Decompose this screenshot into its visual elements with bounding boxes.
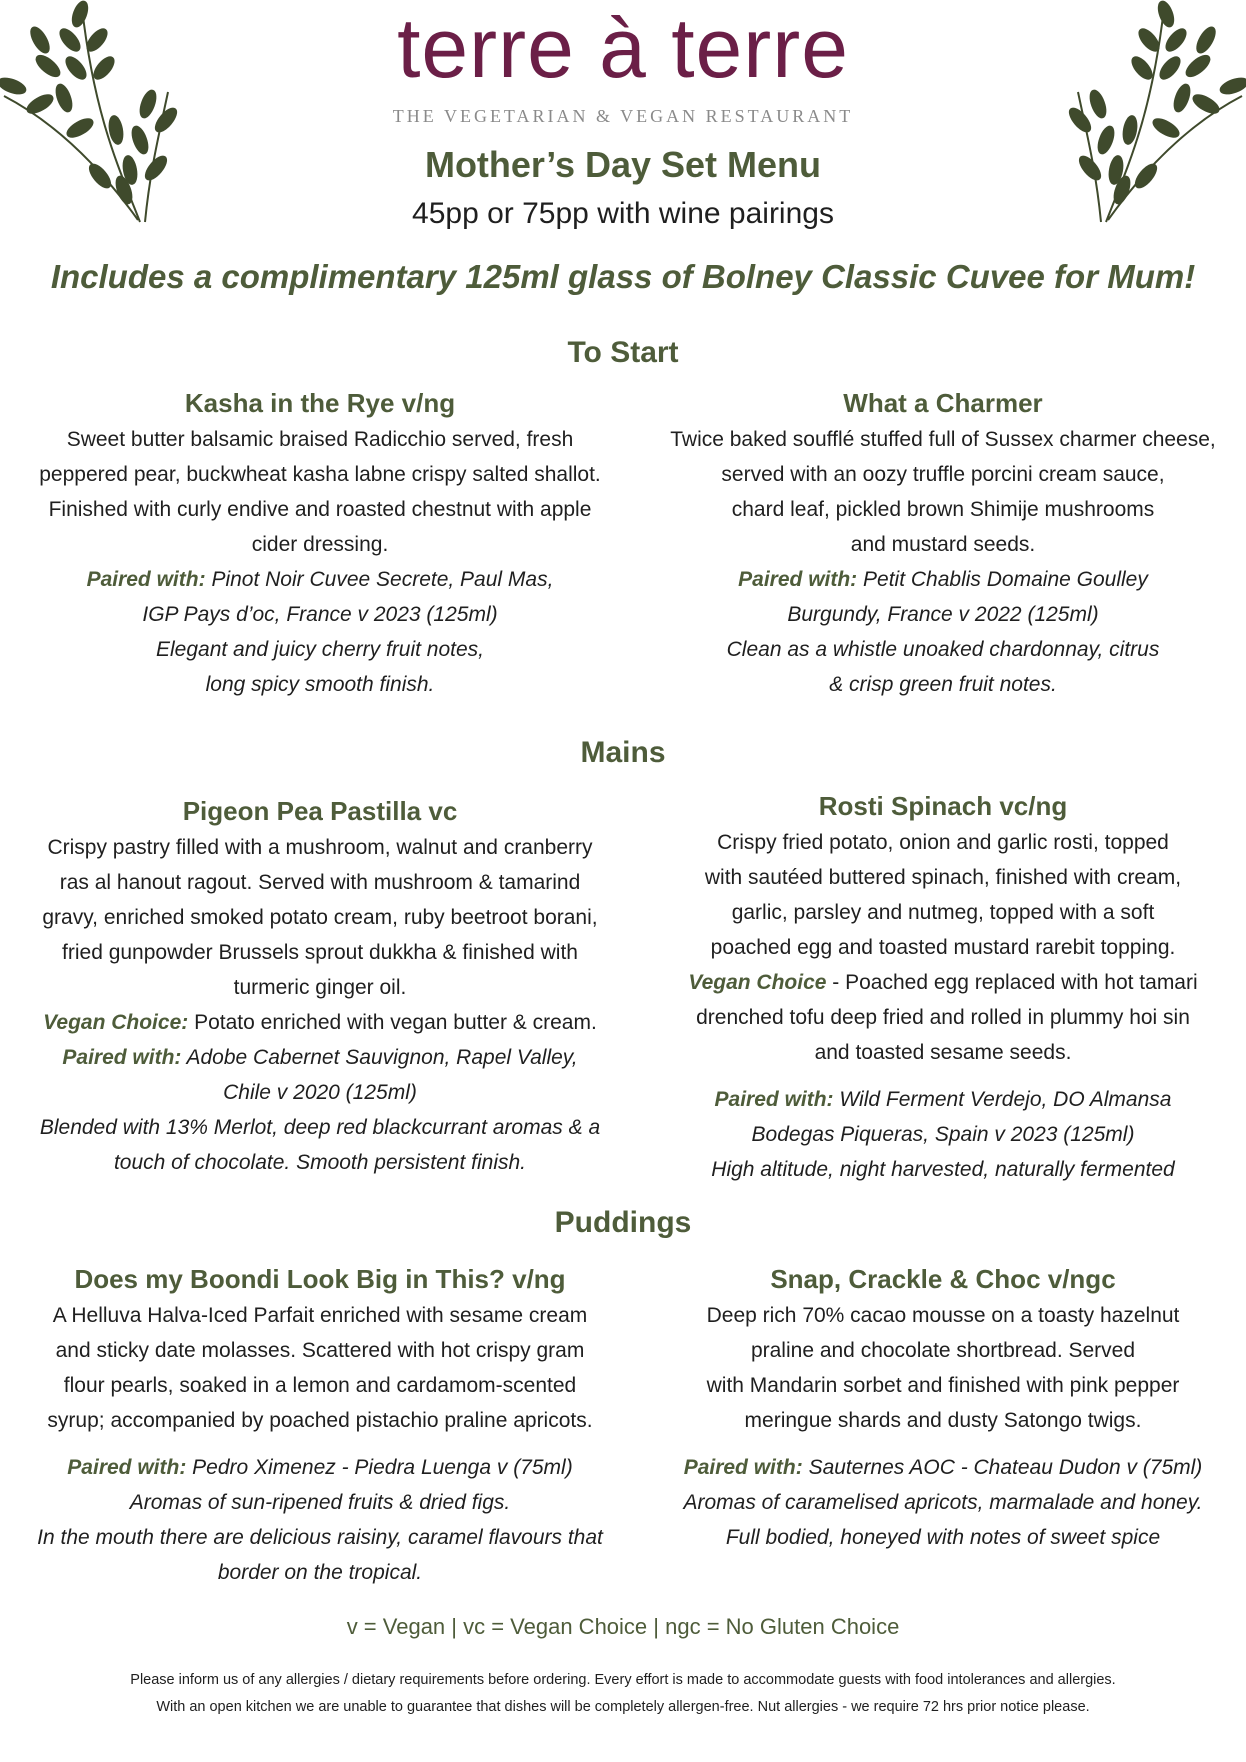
wine-name: Pedro Ximenez - Piedra Luenga v (75ml) [192, 1456, 573, 1479]
wine-line: long spicy smooth finish. [205, 673, 435, 696]
dish-desc-line: and sticky date molasses. Scattered with hot crispy gram [55, 1339, 585, 1362]
dish-desc-line: Deep rich 70% cacao mousse on a toasty hazelnut [706, 1304, 1180, 1327]
paired-with-label: Paired with: [86, 568, 206, 591]
section-title-mains: Mains [580, 736, 666, 769]
dish-desc-line: A Helluva Halva-Iced Parfait enriched with sesame cream [52, 1304, 588, 1327]
vegan-choice-label: Vegan Choice: [43, 1011, 189, 1034]
wine-line: & crisp green fruit notes. [829, 673, 1057, 696]
paired-with-label: Paired with: [683, 1456, 803, 1479]
dish-desc-line: fried gunpowder Brussels sprout dukkha & finished with [62, 941, 578, 964]
restaurant-tagline: THE VEGETARIAN & VEGAN RESTAURANT [392, 106, 854, 126]
paired-with-label: Paired with: [62, 1046, 182, 1069]
paired-with-label: Paired with: [67, 1456, 187, 1479]
vegan-choice-line: drenched tofu deep fried and rolled in plummy hoi sin [696, 1006, 1190, 1029]
wine-line: Clean as a whistle unoaked chardonnay, citrus [726, 638, 1160, 661]
dish-desc-line: Crispy fried potato, onion and garlic rosti, topped [717, 831, 1169, 854]
wine-line: Elegant and juicy cherry fruit notes, [155, 638, 484, 661]
dish-name: Kasha in the Rye v/ng [184, 388, 456, 418]
price-line: 45pp or 75pp with wine pairings [412, 197, 834, 230]
allergy-notice-line-1: Please inform us of any allergies / dietary requirements before ordering. Every effort is made to accommodate guests with food intolerances and allergies. [130, 1672, 1116, 1688]
wine-pairing [14, 1450, 626, 1485]
dietary-key: v = Vegan | vc = Vegan Choice | ngc = No Gluten Choice [346, 1614, 900, 1639]
dish-name: What a Charmer [843, 388, 1043, 418]
dish-desc-line: flour pearls, soaked in a lemon and cardamom-scented [63, 1374, 577, 1397]
pudding-left [14, 1262, 626, 1590]
dish-desc-line: turmeric ginger oil. [233, 976, 407, 999]
vegan-choice [14, 1005, 626, 1040]
wine-pairing [14, 562, 626, 597]
wine-pairing [648, 1082, 1238, 1117]
dish-desc-line: with Mandarin sorbet and finished with pink pepper [706, 1374, 1180, 1397]
main-left [14, 794, 626, 1180]
dish-desc-line: Finished with curly endive and roasted chestnut with apple [48, 498, 592, 521]
wine-line: Bodegas Piqueras, Spain v 2023 (125ml) [751, 1123, 1135, 1146]
wine-name: Petit Chablis Domaine Goulley [863, 568, 1148, 591]
dish-desc-line: peppered pear, buckwheat kasha labne crispy salted shallot. [39, 463, 601, 486]
wine-line: touch of chocolate. Smooth persistent finish. [113, 1151, 527, 1174]
dish-desc-line: praline and chocolate shortbread. Served [750, 1339, 1136, 1362]
vegan-choice-label: Vegan Choice [688, 971, 827, 994]
restaurant-logo: terre à terre [397, 1, 849, 95]
section-title-puddings: Puddings [554, 1206, 692, 1239]
wine-pairing [648, 562, 1238, 597]
dish-name: Pigeon Pea Pastilla vc [182, 796, 458, 826]
dish-name: Snap, Crackle & Choc v/ngc [770, 1264, 1116, 1294]
wine-name: Pinot Noir Cuvee Secrete, Paul Mas, [211, 568, 554, 591]
dish-desc-line: syrup; accompanied by poached pistachio praline apricots. [47, 1409, 593, 1432]
section-title-start: To Start [567, 336, 679, 369]
paired-with-label: Paired with: [738, 568, 858, 591]
dish-desc-line: poached egg and toasted mustard rarebit topping. [710, 936, 1176, 959]
dish-desc-line: meringue shards and dusty Satongo twigs. [744, 1409, 1142, 1432]
dish-desc-line: and mustard seeds. [850, 533, 1036, 556]
promo-banner: Includes a complimentary 125ml glass of Bolney Classic Cuvee for Mum! [50, 258, 1196, 295]
wine-line: Aromas of sun-ripened fruits & dried figs. [129, 1491, 511, 1514]
vegan-choice-line: and toasted sesame seeds. [814, 1041, 1072, 1064]
wine-line: Burgundy, France v 2022 (125ml) [787, 603, 1099, 626]
wine-line: High altitude, night harvested, naturally fermented [711, 1158, 1175, 1181]
pudding-right [648, 1262, 1238, 1555]
wine-line: In the mouth there are delicious raisiny, caramel flavours that [37, 1526, 603, 1549]
vegan-choice-text: - Poached egg replaced with hot tamari [826, 971, 1198, 994]
paired-with-label: Paired with: [714, 1088, 834, 1111]
dish-desc-line: Twice baked soufflé stuffed full of Sussex charmer cheese, [670, 428, 1216, 451]
dish-desc-line: with sautéed buttered spinach, finished with cream, [704, 866, 1182, 889]
wine-name: Sauternes AOC - Chateau Dudon v (75ml) [808, 1456, 1203, 1479]
vegan-choice-text: Potato enriched with vegan butter & cream. [194, 1011, 597, 1034]
wine-line: Chile v 2020 (125ml) [223, 1081, 417, 1104]
dish-name: Does my Boondi Look Big in This? v/ng [74, 1264, 566, 1294]
dish-desc-line: ras al hanout ragout. Served with mushroom & tamarind [59, 871, 581, 894]
dish-desc-line: Crispy pastry filled with a mushroom, walnut and cranberry [47, 836, 593, 859]
wine-name: Adobe Cabernet Sauvignon, Rapel Valley, [186, 1046, 578, 1069]
wine-line: Full bodied, honeyed with notes of sweet spice [725, 1526, 1161, 1549]
wine-pairing [14, 1040, 626, 1075]
dish-desc-line: garlic, parsley and nutmeg, topped with a soft [731, 901, 1155, 924]
starter-left [14, 386, 626, 702]
dish-name: Rosti Spinach vc/ng [818, 791, 1068, 821]
wine-pairing [648, 1450, 1238, 1485]
allergy-notice-line-2: With an open kitchen we are unable to guarantee that dishes will be completely allergen-free. Nut allergies - we require 72 hrs prior notice please. [156, 1699, 1090, 1715]
dish-desc-line: served with an oozy truffle porcini cream sauce, [721, 463, 1165, 486]
dish-desc-line: cider dressing. [251, 533, 389, 556]
starter-right [648, 386, 1238, 702]
dish-desc-line: Sweet butter balsamic braised Radicchio served, fresh [66, 428, 574, 451]
wine-line: IGP Pays d’oc, France v 2023 (125ml) [142, 603, 498, 626]
main-right [648, 789, 1238, 1187]
menu-title: Mother’s Day Set Menu [424, 144, 822, 185]
dish-desc-line: chard leaf, pickled brown Shimije mushrooms [731, 498, 1155, 521]
wine-line: Blended with 13% Merlot, deep red blackcurrant aromas & a [39, 1116, 601, 1139]
dish-desc-line: gravy, enriched smoked potato cream, ruby beetroot borani, [42, 906, 598, 929]
wine-line: Aromas of caramelised apricots, marmalade and honey. [683, 1491, 1203, 1514]
vegan-choice [648, 965, 1238, 1000]
wine-line: border on the tropical. [217, 1561, 423, 1584]
wine-name: Wild Ferment Verdejo, DO Almansa [839, 1088, 1172, 1111]
